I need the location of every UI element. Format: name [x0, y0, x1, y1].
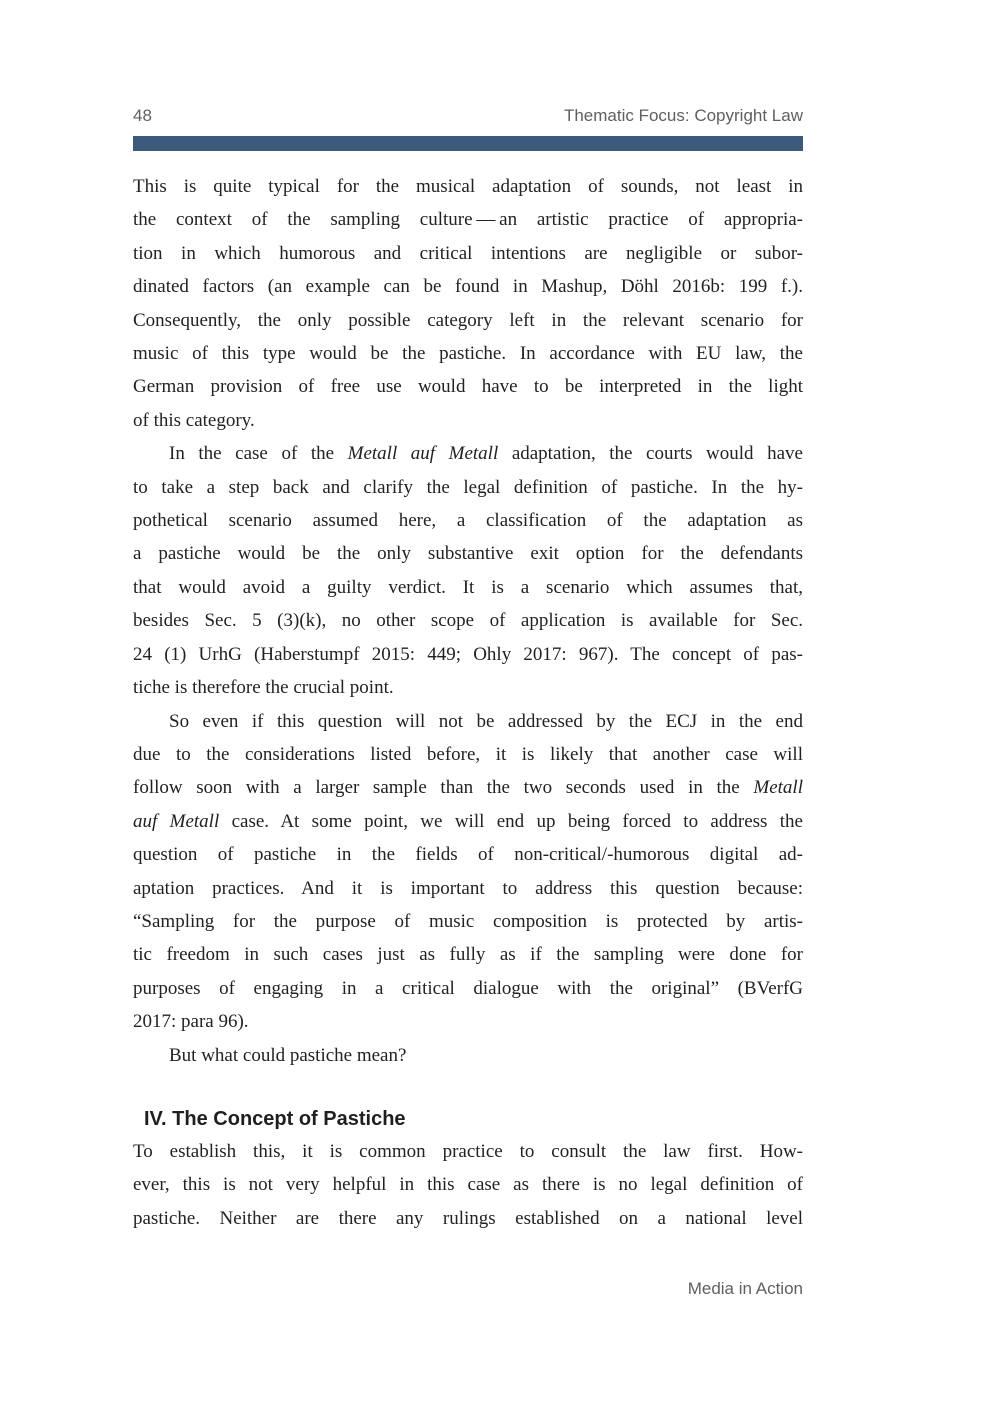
text-line: 2017: para 96).: [133, 1011, 249, 1033]
page-footer: [133, 1279, 803, 1299]
page-header: [133, 106, 803, 126]
text-line: purposes of engaging in a critical dialogue with the original” (BVerfG: [133, 977, 803, 999]
text-line: 24 (1) UrhG (Haberstumpf 2015: 449; Ohly 2017: 967). The concept of pas-: [133, 643, 803, 665]
paragraph: [133, 705, 803, 1039]
paragraph: [133, 170, 803, 437]
text-line: German provision of free use would have to be interpreted in the light: [133, 376, 803, 398]
page-body: [133, 170, 803, 1235]
text-line: follow soon with a larger sample than the two seconds used in the Metall: [133, 777, 803, 799]
text-line: that would avoid a guilty verdict. It is a scenario which assumes that,: [133, 576, 803, 598]
text-line: music of this type would be the pastiche. In accordance with EU law, the: [133, 343, 803, 365]
text-line: This is quite typical for the musical adaptation of sounds, not least in: [133, 176, 803, 197]
page-number: 48: [133, 106, 152, 125]
text-line: of this category.: [133, 409, 255, 431]
text-line: ever, this is not very helpful in this case as there is no legal definition of: [133, 1174, 803, 1196]
text-line: besides Sec. 5 (3)(k), no other scope of application is available for Sec.: [133, 610, 803, 632]
text-line: dinated factors (an example can be found in Mashup, Döhl 2016b: 199 f.).: [133, 276, 803, 298]
text-line: So even if this question will not be addressed by the ECJ in the end: [169, 710, 803, 732]
text-line: In the case of the Metall auf Metall adaptation, the courts would have: [169, 443, 803, 465]
running-title: Thematic Focus: Copyright Law: [563, 106, 803, 125]
text-line: pothetical scenario assumed here, a classification of the adaptation as: [133, 510, 803, 532]
text-line: auf Metall case. At some point, we will end up being forced to address the: [133, 810, 803, 832]
text-line: But what could pastiche mean?: [169, 1044, 407, 1066]
text-line: Consequently, the only possible category left in the relevant scenario for: [133, 309, 803, 331]
text-line: question of pastiche in the fields of non-critical/-humorous digital ad-: [133, 844, 803, 866]
text-line: tic freedom in such cases just as fully as if the sampling were done for: [133, 944, 803, 966]
header-rule: [133, 136, 803, 151]
text-line: To establish this, it is common practice to consult the law first. How-: [133, 1140, 803, 1162]
paragraph: [133, 437, 803, 704]
paragraph: [133, 1039, 803, 1072]
text-line: aptation practices. And it is important to address this question because:: [133, 877, 803, 899]
text-line: tiche is therefore the crucial point.: [133, 677, 394, 699]
journal-title: Media in Action: [687, 1279, 803, 1298]
paragraph: [133, 1135, 803, 1235]
text-line: “Sampling for the purpose of music composition is protected by artis-: [133, 910, 803, 932]
text-line: to take a step back and clarify the legal definition of pastiche. In the hy-: [133, 476, 803, 498]
text-line: due to the considerations listed before, it is likely that another case will: [133, 743, 803, 765]
text-line: a pastiche would be the only substantive exit option for the defendants: [133, 543, 803, 565]
text-line: tion in which humorous and critical intentions are negligible or subor-: [133, 242, 803, 264]
text-line: the context of the sampling culture — an artistic practice of appropria-: [133, 209, 803, 231]
section-heading: IV. The Concept of Pastiche: [144, 1107, 406, 1130]
text-line: pastiche. Neither are there any rulings established on a national level: [133, 1207, 803, 1229]
